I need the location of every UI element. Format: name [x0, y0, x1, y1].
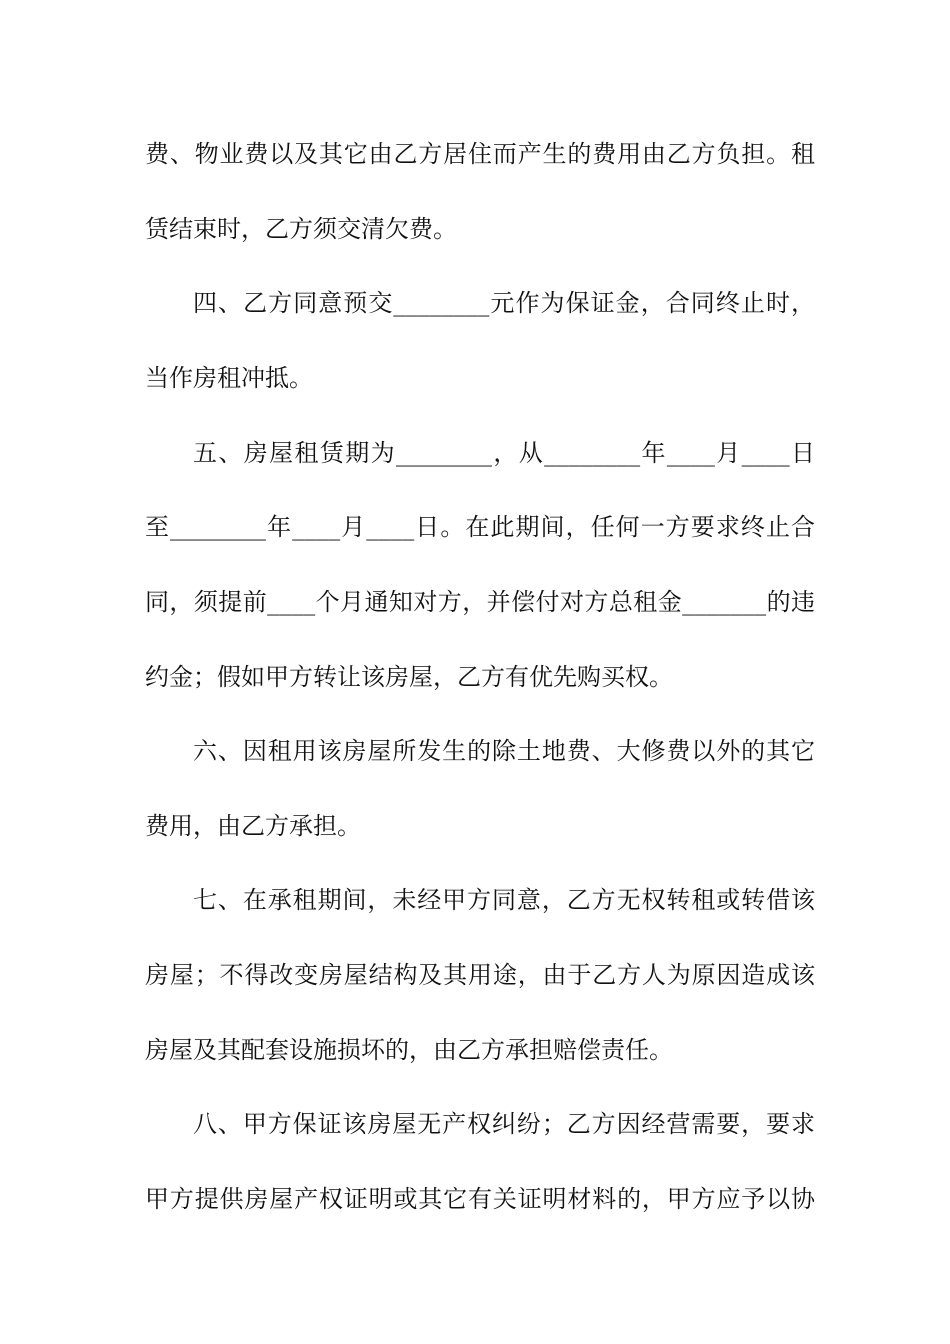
clause-five-line: 五、房屋租赁期为________，从________年____月____日 — [193, 439, 815, 467]
text-line: 约金；假如甲方转让该房屋，乙方有优先购买权。 — [145, 663, 673, 691]
text-line: 费用，由乙方承担。 — [145, 812, 361, 840]
text-line: 赁结束时，乙方须交清欠费。 — [145, 215, 457, 243]
text-line: 当作房租冲抵。 — [145, 364, 313, 392]
text-line: 房屋及其配套设施损坏的，由乙方承担赔偿责任。 — [145, 1036, 673, 1064]
clause-eight-line: 八、甲方保证该房屋无产权纠纷；乙方因经营需要，要求 — [193, 1110, 815, 1138]
clause-seven-line: 七、在承租期间，未经甲方同意，乙方无权转租或转借该 — [193, 886, 815, 914]
text-line: 同，须提前____个月通知对方，并偿付对方总租金_______的违 — [145, 588, 815, 616]
text-line: 费、物业费以及其它由乙方居住而产生的费用由乙方负担。租 — [145, 140, 815, 168]
text-line: 房屋；不得改变房屋结构及其用途，由于乙方人为原因造成该 — [145, 961, 815, 989]
text-line: 甲方提供房屋产权证明或其它有关证明材料的，甲方应予以协 — [145, 1185, 815, 1213]
text-line: 至________年____月____日。在此期间，任何一方要求终止合 — [145, 513, 815, 541]
clause-four-line: 四、乙方同意预交________元作为保证金，合同终止时， — [193, 289, 815, 317]
clause-six-line: 六、因租用该房屋所发生的除土地费、大修费以外的其它 — [193, 737, 815, 765]
